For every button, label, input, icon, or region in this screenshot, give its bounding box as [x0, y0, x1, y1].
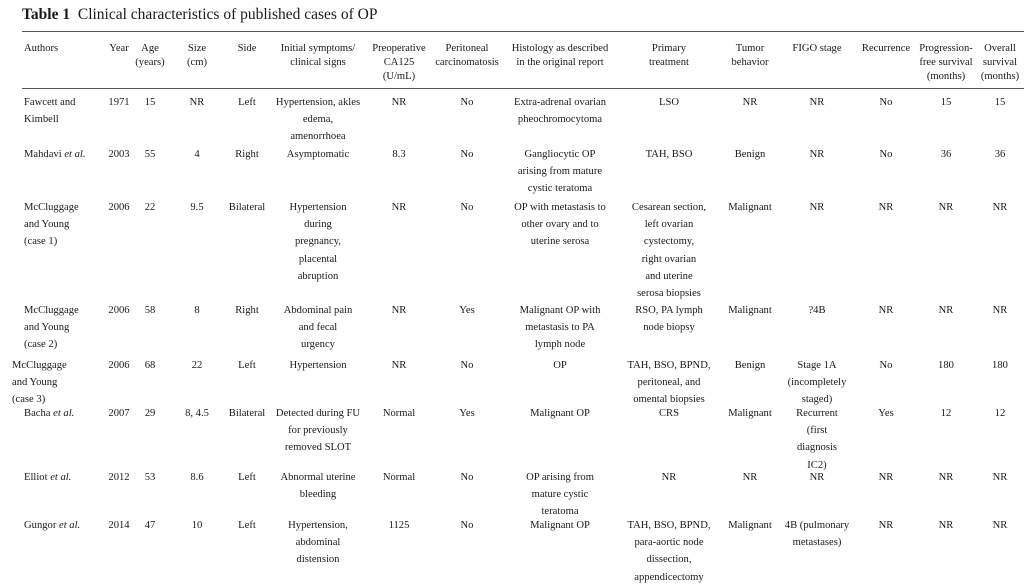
table-cell-year: 2014	[108, 520, 130, 531]
column-header: Age (years)	[135, 43, 165, 68]
table-cell-histology: Gangliocytic OP arising from mature cystic teratoma	[517, 149, 603, 195]
table-cell-author	[24, 146, 104, 163]
table-cell-age: 15	[144, 97, 156, 108]
table-cell-figo: NR	[809, 202, 825, 213]
table-cell-recurrence: NR	[878, 472, 894, 483]
table-cell-recurrence: NR	[878, 202, 894, 213]
table-cell-treatment: Cesarean section, left ovarian cystectomy, right ovarian and uterine serosa biopsies	[631, 202, 707, 300]
table-cell-pfs: 15	[940, 97, 952, 108]
table-cell-os: NR	[992, 472, 1008, 483]
column-header: FIGO stage	[792, 43, 842, 54]
table-cell-age: 22	[144, 202, 156, 213]
table-cell-perit: Yes	[459, 305, 475, 316]
table-cell-perit: No	[460, 520, 474, 531]
table-cell-pfs: 180	[938, 360, 954, 371]
table-cell-perit: No	[460, 360, 474, 371]
author-suffix: et al.	[53, 408, 75, 419]
column-header: Preoperative CA125 (U/mL)	[372, 43, 426, 82]
column-header: Overall survival (months)	[980, 43, 1020, 82]
table-cell-histology: OP arising from mature cystic teratoma	[526, 472, 594, 518]
table-cell-author: McCluggage and Young (case 2)	[24, 305, 79, 351]
table-cell-recurrence: No	[879, 97, 893, 108]
table-cell-treatment: RSO, PA lymph node biopsy	[635, 305, 703, 334]
table-cell-pfs: NR	[938, 520, 954, 531]
table-cell-side: Bilateral	[228, 408, 266, 419]
table-cell-treatment: TAH, BSO, BPND, peritoneal, and omental biopsies	[627, 360, 711, 406]
table-cell-histology: Extra-adrenal ovarian pheochromocytoma	[513, 97, 607, 126]
table-cell-year: 2006	[108, 202, 130, 213]
table-cell-side: Left	[238, 520, 256, 531]
author-name: Bacha	[24, 408, 54, 419]
table-cell-perit: No	[460, 472, 474, 483]
table-cell-size: 8	[194, 305, 200, 316]
table-cell-perit: No	[460, 202, 474, 213]
column-header: Size (cm)	[187, 43, 207, 68]
table-cell-os: NR	[992, 520, 1008, 531]
table-cell-age: 58	[144, 305, 156, 316]
table-cell-pfs: NR	[938, 202, 954, 213]
table-cell-figo: ?4B	[808, 305, 826, 316]
table-label: Table 1	[22, 6, 71, 23]
table-cell-author: McCluggage and Young (case 3)	[12, 360, 67, 406]
table-cell-symptoms: Asymptomatic	[286, 149, 350, 160]
table-cell-ca125: 1125	[388, 520, 410, 531]
table-cell-histology: OP	[553, 360, 567, 371]
author-name: Mahdavi	[24, 149, 65, 160]
table-cell-year: 2006	[108, 305, 130, 316]
table-cell-year: 2012	[108, 472, 130, 483]
author-suffix: et al.	[50, 472, 72, 483]
table-cell-size: 4	[194, 149, 200, 160]
table-cell-os: NR	[992, 202, 1008, 213]
table-cell-ca125: NR	[391, 202, 407, 213]
table-cell-side: Right	[235, 149, 259, 160]
author-suffix: et al.	[59, 520, 81, 531]
table-cell-side: Right	[235, 305, 259, 316]
table-cell-symptoms: Hypertension during pregnancy, placental abruption	[289, 202, 347, 282]
author-name: Gungor	[24, 520, 60, 531]
table-cell-recurrence: Yes	[878, 408, 894, 419]
table-cell-symptoms: Hypertension, abdominal distension	[288, 520, 348, 566]
table-cell-size: 22	[191, 360, 203, 371]
table-cell-age: 29	[144, 408, 156, 419]
table-cell-treatment: TAH, BSO	[645, 149, 693, 160]
table-title	[22, 6, 377, 24]
table-cell-symptoms: Detected during FU for previously removed SLOT	[275, 408, 361, 454]
table-cell-symptoms: Hypertension	[289, 360, 347, 371]
column-header: Tumor behavior	[731, 43, 769, 68]
table-cell-perit: Yes	[459, 408, 475, 419]
table-cell-figo: Recurrent (first diagnosis IC2)	[796, 408, 838, 471]
table-cell-author	[24, 405, 104, 422]
table-cell-recurrence: No	[879, 360, 893, 371]
table-cell-pfs: NR	[938, 472, 954, 483]
column-header: Progression- free survival (months)	[919, 43, 973, 82]
table-cell-author	[24, 469, 104, 486]
table-cell-behavior: Benign	[734, 360, 766, 371]
table-cell-recurrence: NR	[878, 520, 894, 531]
table-cell-pfs: NR	[938, 305, 954, 316]
table-cell-year: 2003	[108, 149, 130, 160]
table-cell-age: 68	[144, 360, 156, 371]
table-cell-pfs: 36	[940, 149, 952, 160]
table-cell-symptoms: Abnormal uterine bleeding	[280, 472, 356, 501]
table-cell-behavior: Malignant	[728, 305, 772, 316]
table-cell-pfs: 12	[940, 408, 952, 419]
table-cell-side: Left	[238, 472, 256, 483]
table-cell-behavior: Malignant	[728, 520, 772, 531]
table-cell-os: 15	[994, 97, 1006, 108]
table-cell-side: Bilateral	[228, 202, 266, 213]
table-cell-recurrence: NR	[878, 305, 894, 316]
column-header: Side	[237, 43, 257, 54]
table-cell-symptoms: Hypertension, akles edema, amenorrhoea	[275, 97, 361, 143]
author-name: Elliot	[24, 472, 51, 483]
table-cell-year: 1971	[108, 97, 130, 108]
table-cell-ca125: 8.3	[392, 149, 406, 160]
table-cell-perit: No	[460, 149, 474, 160]
column-header: Authors	[24, 43, 59, 54]
table-cell-ca125: Normal	[382, 408, 416, 419]
table-cell-behavior: NR	[742, 472, 758, 483]
table-cell-size: 8.6	[190, 472, 204, 483]
table-cell-side: Left	[238, 360, 256, 371]
table-cell-histology: OP with metastasis to other ovary and to uterine serosa	[514, 202, 606, 248]
table-cell-age: 47	[144, 520, 156, 531]
header-rule	[22, 88, 1024, 89]
table-cell-ca125: NR	[391, 360, 407, 371]
table-cell-author: McCluggage and Young (case 1)	[24, 202, 79, 248]
author-suffix: et al.	[64, 149, 86, 160]
table-cell-os: 12	[994, 408, 1006, 419]
table-caption: Clinical characteristics of published cases of OP	[77, 6, 378, 23]
table-cell-behavior: Malignant	[728, 202, 772, 213]
table-cell-age: 55	[144, 149, 156, 160]
table-cell-figo: 4B (pulmonary metastases)	[784, 520, 850, 549]
table-cell-histology: Malignant OP	[530, 520, 590, 531]
table-cell-symptoms: Abdominal pain and fecal urgency	[283, 305, 353, 351]
table-cell-figo: NR	[809, 149, 825, 160]
column-header: Year	[109, 43, 129, 54]
table-cell-size: 8, 4.5	[185, 408, 209, 419]
table-cell-behavior: NR	[742, 97, 758, 108]
table-cell-perit: No	[460, 97, 474, 108]
table-cell-treatment: TAH, BSO, BPND, para-aortic node dissection, appendicectomy	[627, 520, 711, 583]
table-cell-os: 36	[994, 149, 1006, 160]
table-cell-histology: Malignant OP	[530, 408, 590, 419]
table-cell-ca125: NR	[391, 305, 407, 316]
table-cell-behavior: Benign	[734, 149, 766, 160]
table-cell-ca125: NR	[391, 97, 407, 108]
table-cell-size: 9.5	[190, 202, 204, 213]
table-cell-behavior: Malignant	[728, 408, 772, 419]
column-header: Primary treatment	[648, 43, 689, 68]
table-cell-size: 10	[191, 520, 203, 531]
table-cell-ca125: Normal	[382, 472, 416, 483]
table-cell-year: 2006	[108, 360, 130, 371]
table-cell-year: 2007	[108, 408, 130, 419]
table-cell-size: NR	[189, 97, 205, 108]
table-cell-age: 53	[144, 472, 156, 483]
column-header: Initial symptoms/ clinical signs	[280, 43, 356, 68]
column-header: Peritoneal carcinomatosis	[435, 43, 499, 68]
table-cell-recurrence: No	[879, 149, 893, 160]
table-cell-figo: Stage 1A (incompletely staged)	[787, 360, 847, 406]
table-cell-figo: NR	[809, 472, 825, 483]
table-cell-author	[24, 517, 104, 534]
table-cell-os: NR	[992, 305, 1008, 316]
table-cell-treatment: NR	[661, 472, 677, 483]
column-header: Recurrence	[861, 43, 911, 54]
table-cell-treatment: CRS	[658, 408, 680, 419]
table-cell-author: Fawcett and Kimbell	[24, 97, 76, 126]
top-rule	[22, 31, 1024, 32]
table-cell-figo: NR	[809, 97, 825, 108]
table-cell-os: 180	[992, 360, 1008, 371]
column-header: Histology as described in the original report	[511, 43, 609, 68]
table-cell-treatment: LSO	[658, 97, 679, 108]
table-cell-histology: Malignant OP with metastasis to PA lymph node	[519, 305, 601, 351]
table-cell-side: Left	[238, 97, 256, 108]
